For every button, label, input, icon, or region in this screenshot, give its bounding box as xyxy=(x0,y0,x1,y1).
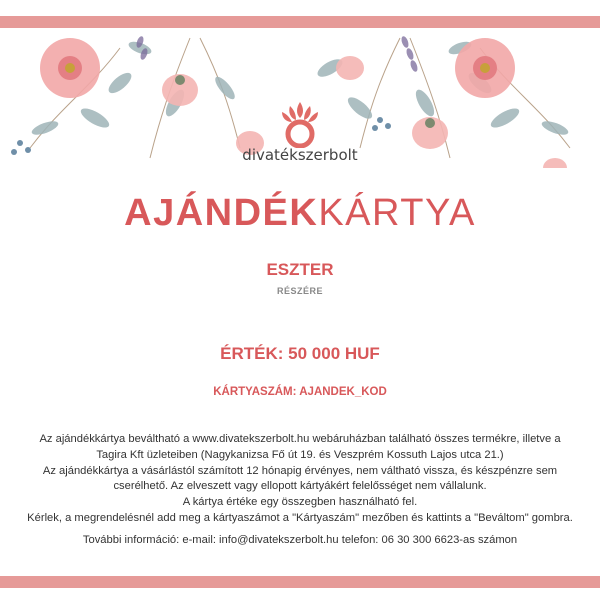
terms-line: Kérlek, a megrendelésnél add meg a kártyaszámot a "Kártyaszám" mezőben és kattints a "Beváltom" gombra. xyxy=(27,511,573,524)
recipient-name: ESZTER xyxy=(266,260,334,279)
card-title xyxy=(0,192,600,235)
terms-line: Az ajándékkártya a vásárlástól számított 12 hónapig érvényes, nem váltható vissza, és készpénzre sem xyxy=(42,464,558,477)
brand-name: divatékszerbolt xyxy=(242,146,358,164)
terms-line: cserélhető. Az elveszett vagy ellopott kártyákért felelősséget nem vállalunk. xyxy=(113,480,487,493)
terms-line: A kártya értéke egy összegben használható fel. xyxy=(182,496,418,509)
card-code: KÁRTYASZÁM: AJANDEK_KOD xyxy=(213,386,387,398)
card-title-light: KÁRTYA xyxy=(318,192,476,234)
card-title-bold: AJÁNDÉK xyxy=(124,192,319,234)
terms-line: Tagira Kft üzleteiben (Nagykanizsa Fő út 19. és Veszprém Kossuth Lajos utca 21.) xyxy=(96,448,504,461)
terms-text xyxy=(8,432,592,527)
card-value: ÉRTÉK: 50 000 HUF xyxy=(220,344,380,363)
recipient-label: RÉSZÉRE xyxy=(276,286,323,296)
contact-info: További információ: e-mail: info@divatekszerbolt.hu telefon: 06 30 300 6623-as számon xyxy=(82,534,518,546)
bottom-accent-band xyxy=(0,576,600,588)
terms-line: Az ajándékkártya beváltható a www.divatekszerbolt.hu webáruházban található összes termékre, illetve a xyxy=(39,433,561,445)
top-accent-band xyxy=(0,16,600,28)
lotus-logo-icon xyxy=(270,98,330,148)
